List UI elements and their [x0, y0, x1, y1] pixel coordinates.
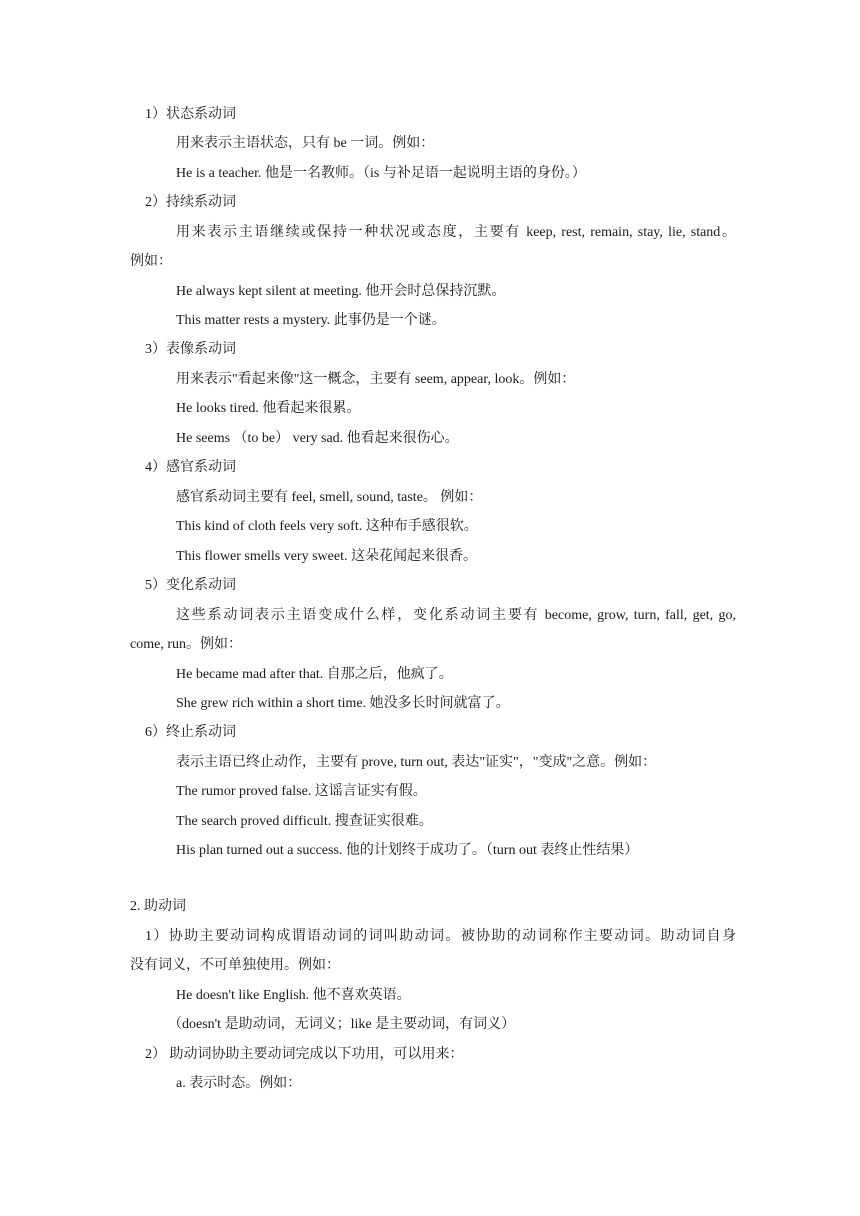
- paragraph-line: 用来表示"看起来像"这一概念，主要有 seem, appear, look。例如：: [176, 372, 576, 387]
- example-sentence: He doesn't like English. 他不喜欢英语。: [176, 988, 411, 1003]
- example-sentence: He looks tired. 他看起来很累。: [176, 401, 361, 416]
- heading-terminal-linking-verbs: 6）终止系动词: [145, 725, 236, 740]
- paragraph-line: 没有词义，不可单独使用。例如：: [130, 958, 340, 973]
- heading-change-linking-verbs: 5）变化系动词: [145, 578, 236, 593]
- example-sentence: This matter rests a mystery. 此事仍是一个谜。: [176, 313, 446, 328]
- paragraph-line: 2） 助动词协助主要动词完成以下功用，可以用来：: [145, 1047, 464, 1062]
- example-sentence: He seems （to be） very sad. 他看起来很伤心。: [176, 431, 459, 446]
- paragraph-line: 例如：: [130, 254, 172, 269]
- example-sentence: He is a teacher. 他是一名教师。（is 与补足语一起说明主语的身份。）: [176, 166, 586, 181]
- paragraph-line: 表示主语已终止动作，主要有 prove, turn out, 表达"证实"，"变成"之意。例如：: [176, 755, 657, 770]
- heading-sense-linking-verbs: 4）感官系动词: [145, 460, 236, 475]
- paragraph-line: come, run。例如：: [130, 637, 242, 652]
- example-sentence: The search proved difficult. 搜查证实很难。: [176, 814, 433, 829]
- paragraph-line: 这些系动词表示主语变成什么样，变化系动词主要有 become, grow, turn, fall, get, go,: [176, 608, 736, 623]
- explanation-note: （doesn't 是助动词，无词义；like 是主要动词，有词义）: [168, 1017, 516, 1032]
- heading-appearance-linking-verbs: 3）表像系动词: [145, 342, 236, 357]
- example-sentence: His plan turned out a success. 他的计划终于成功了。（turn out 表终止性结果）: [176, 843, 639, 858]
- section-heading-auxiliary-verbs: 2. 助动词: [130, 899, 186, 914]
- example-sentence: She grew rich within a short time. 她没多长时间就富了。: [176, 696, 510, 711]
- paragraph-line: 用来表示主语继续或保持一种状况或态度，主要有 keep, rest, remain, stay, lie, stand。: [176, 225, 736, 240]
- paragraph-line: 1）协助主要动词构成谓语动词的词叫助动词。被协助的动词称作主要动词。助动词自身: [145, 929, 736, 944]
- heading-stative-linking-verbs: 1）状态系动词: [145, 107, 236, 122]
- example-sentence: He became mad after that. 自那之后，他疯了。: [176, 667, 453, 682]
- example-sentence: He always kept silent at meeting. 他开会时总保持沉默。: [176, 284, 506, 299]
- paragraph-line: 感官系动词主要有 feel, smell, sound, taste。 例如：: [176, 490, 483, 505]
- example-sentence: This flower smells very sweet. 这朵花闻起来很香。: [176, 549, 477, 564]
- example-sentence: This kind of cloth feels very soft. 这种布手感很软。: [176, 519, 478, 534]
- paragraph-line: 用来表示主语状态，只有 be 一词。例如：: [176, 136, 435, 151]
- heading-continuing-linking-verbs: 2）持续系动词: [145, 195, 236, 210]
- example-sentence: The rumor proved false. 这谣言证实有假。: [176, 784, 427, 799]
- list-item-tense: a. 表示时态。例如：: [176, 1076, 302, 1091]
